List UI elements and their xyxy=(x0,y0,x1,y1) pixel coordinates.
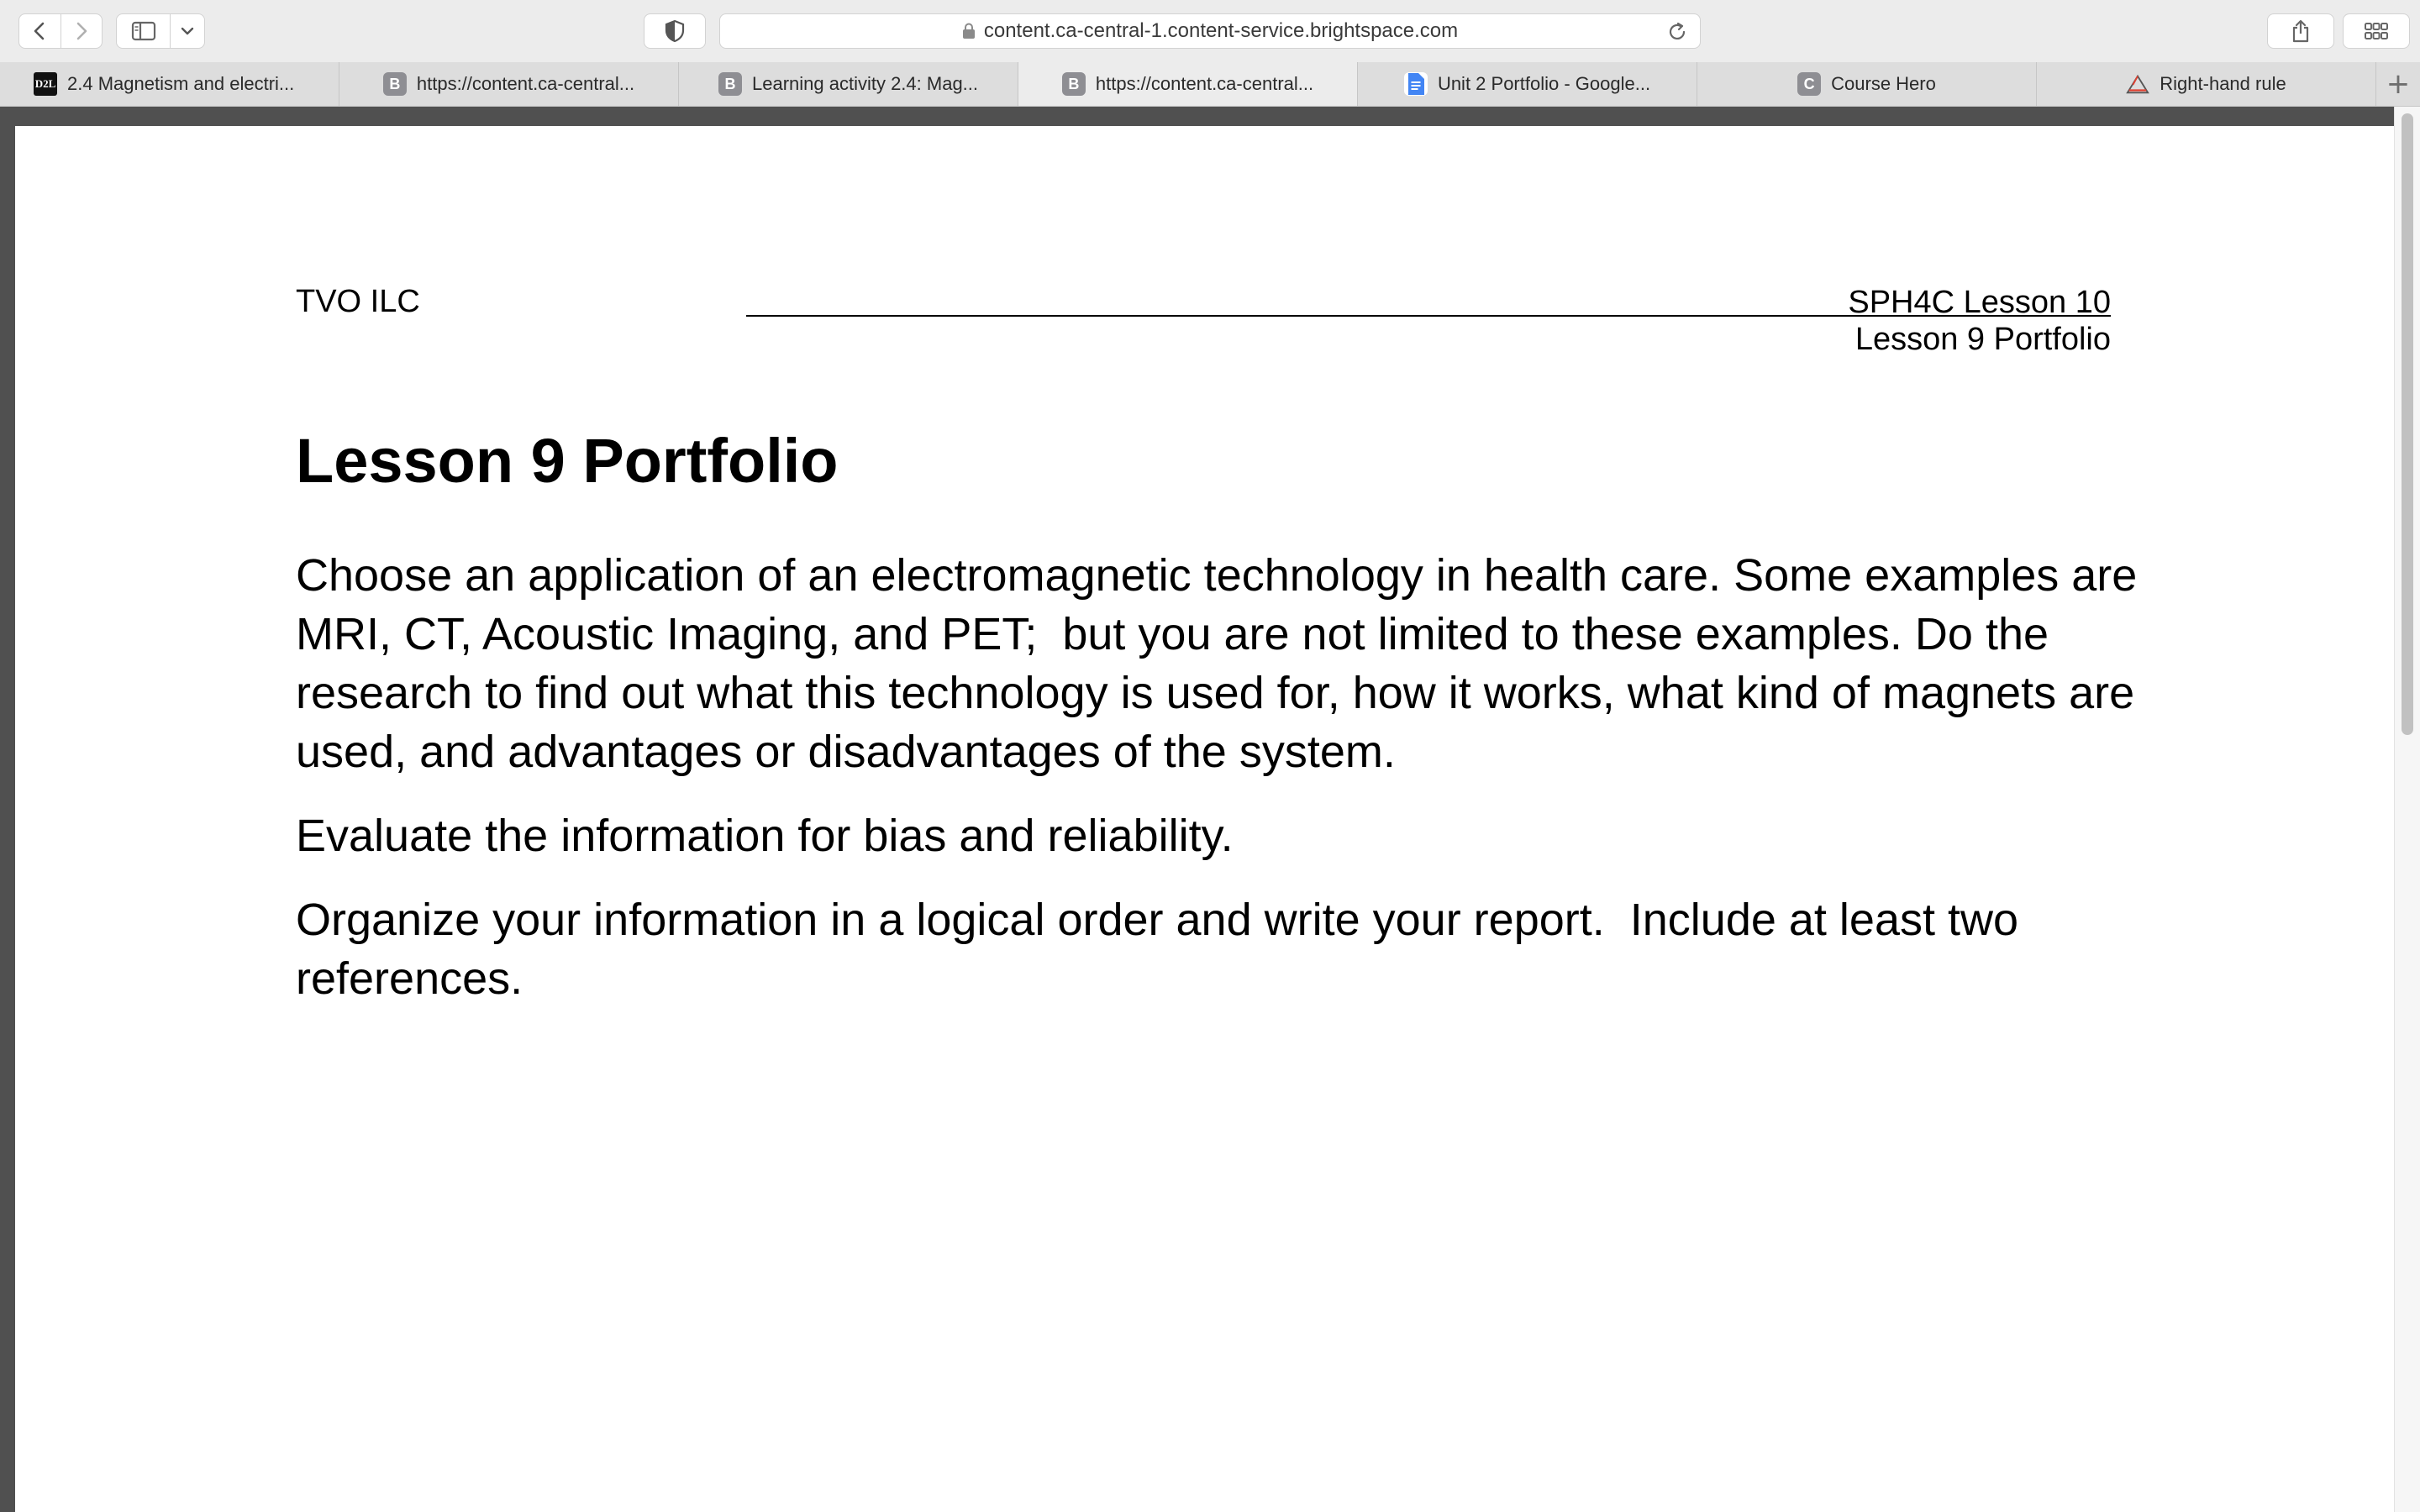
scrollbar-thumb[interactable] xyxy=(2402,113,2413,735)
share-icon xyxy=(2291,18,2311,44)
triangle-icon xyxy=(2126,72,2149,96)
tab-label: Learning activity 2.4: Mag... xyxy=(751,73,979,94)
tab-label: Course Hero xyxy=(1831,73,1936,94)
tab-label: https://content.ca-central... xyxy=(1095,73,1314,94)
paragraph-choose-application: Choose an application of an electromagnetic technology in health care. Some examples are MRI, CT, Acoustic Imaging, and PET; but you are not limited to these examples. Do the research to find out what this technology is used for, how it works, what kind of magnets are used, and advantages or disadvantages of the system. xyxy=(296,550,2150,777)
header-section-name: Lesson 9 Portfolio xyxy=(1854,322,2111,357)
tab-brightspace-content-active[interactable] xyxy=(1018,62,1358,106)
tab-course-hero[interactable] xyxy=(1697,62,2037,106)
header-course-info xyxy=(1848,284,2111,358)
browser-toolbar xyxy=(0,0,2420,63)
tab-overview-button[interactable] xyxy=(2343,13,2410,49)
tab-label: 2.4 Magnetism and electri... xyxy=(67,73,295,94)
b-icon: B xyxy=(383,72,407,96)
tab-unit-2-portfolio[interactable] xyxy=(1358,62,1697,106)
google-docs-icon xyxy=(1404,72,1428,96)
tab-brightspace-content-1[interactable] xyxy=(339,62,679,106)
assignment-instructions xyxy=(296,546,2153,1033)
header-course-code: SPH4C Lesson 10 xyxy=(1848,285,2111,320)
privacy-report-button[interactable] xyxy=(644,13,706,49)
tab-label: Unit 2 Portfolio - Google... xyxy=(1437,73,1651,94)
tab-d2l-magnetism[interactable] xyxy=(0,62,339,106)
tab-bar xyxy=(0,62,2420,107)
tab-right-hand-rule[interactable] xyxy=(2037,62,2376,106)
tab-label: https://content.ca-central... xyxy=(416,73,635,94)
chevron-down-icon xyxy=(181,26,194,36)
back-button[interactable] xyxy=(19,14,60,48)
vertical-scrollbar[interactable] xyxy=(2394,107,2420,1512)
navigation-buttons xyxy=(18,13,103,49)
share-button[interactable] xyxy=(2267,13,2334,49)
sidebar-button-group xyxy=(116,13,205,49)
document-page xyxy=(15,126,2395,1512)
document-viewer xyxy=(0,107,2420,1512)
shield-icon xyxy=(665,19,685,43)
page-title: Lesson 9 Portfolio xyxy=(296,426,839,496)
sidebar-menu-button[interactable] xyxy=(171,14,204,48)
header-organization: TVO ILC xyxy=(296,284,420,319)
d2l-icon: D2L xyxy=(34,72,57,96)
forward-button[interactable] xyxy=(60,14,103,48)
sidebar-icon xyxy=(131,21,156,41)
url-text: content.ca-central-1.content-service.brightspace.com xyxy=(983,19,1459,42)
lock-icon xyxy=(962,23,976,39)
paragraph-organize: Organize your information in a logical order and write your report. Include at least two references. xyxy=(296,895,2032,1004)
sidebar-toggle-button[interactable] xyxy=(117,14,171,48)
address-bar[interactable] xyxy=(719,13,1701,49)
grid-icon xyxy=(2364,22,2389,40)
paragraph-evaluate: Evaluate the information for bias and reliability. xyxy=(296,811,1234,861)
b-icon: B xyxy=(718,72,742,96)
reload-button[interactable] xyxy=(1666,21,1688,49)
new-tab-button[interactable]: + xyxy=(2386,67,2411,101)
b-icon: B xyxy=(1062,72,1086,96)
tab-learning-activity[interactable] xyxy=(679,62,1018,106)
tab-label: Right-hand rule xyxy=(2160,73,2286,94)
chevron-right-icon xyxy=(73,21,90,41)
c-icon: C xyxy=(1797,72,1821,96)
reload-icon xyxy=(1666,21,1688,43)
chevron-left-icon xyxy=(31,21,48,41)
